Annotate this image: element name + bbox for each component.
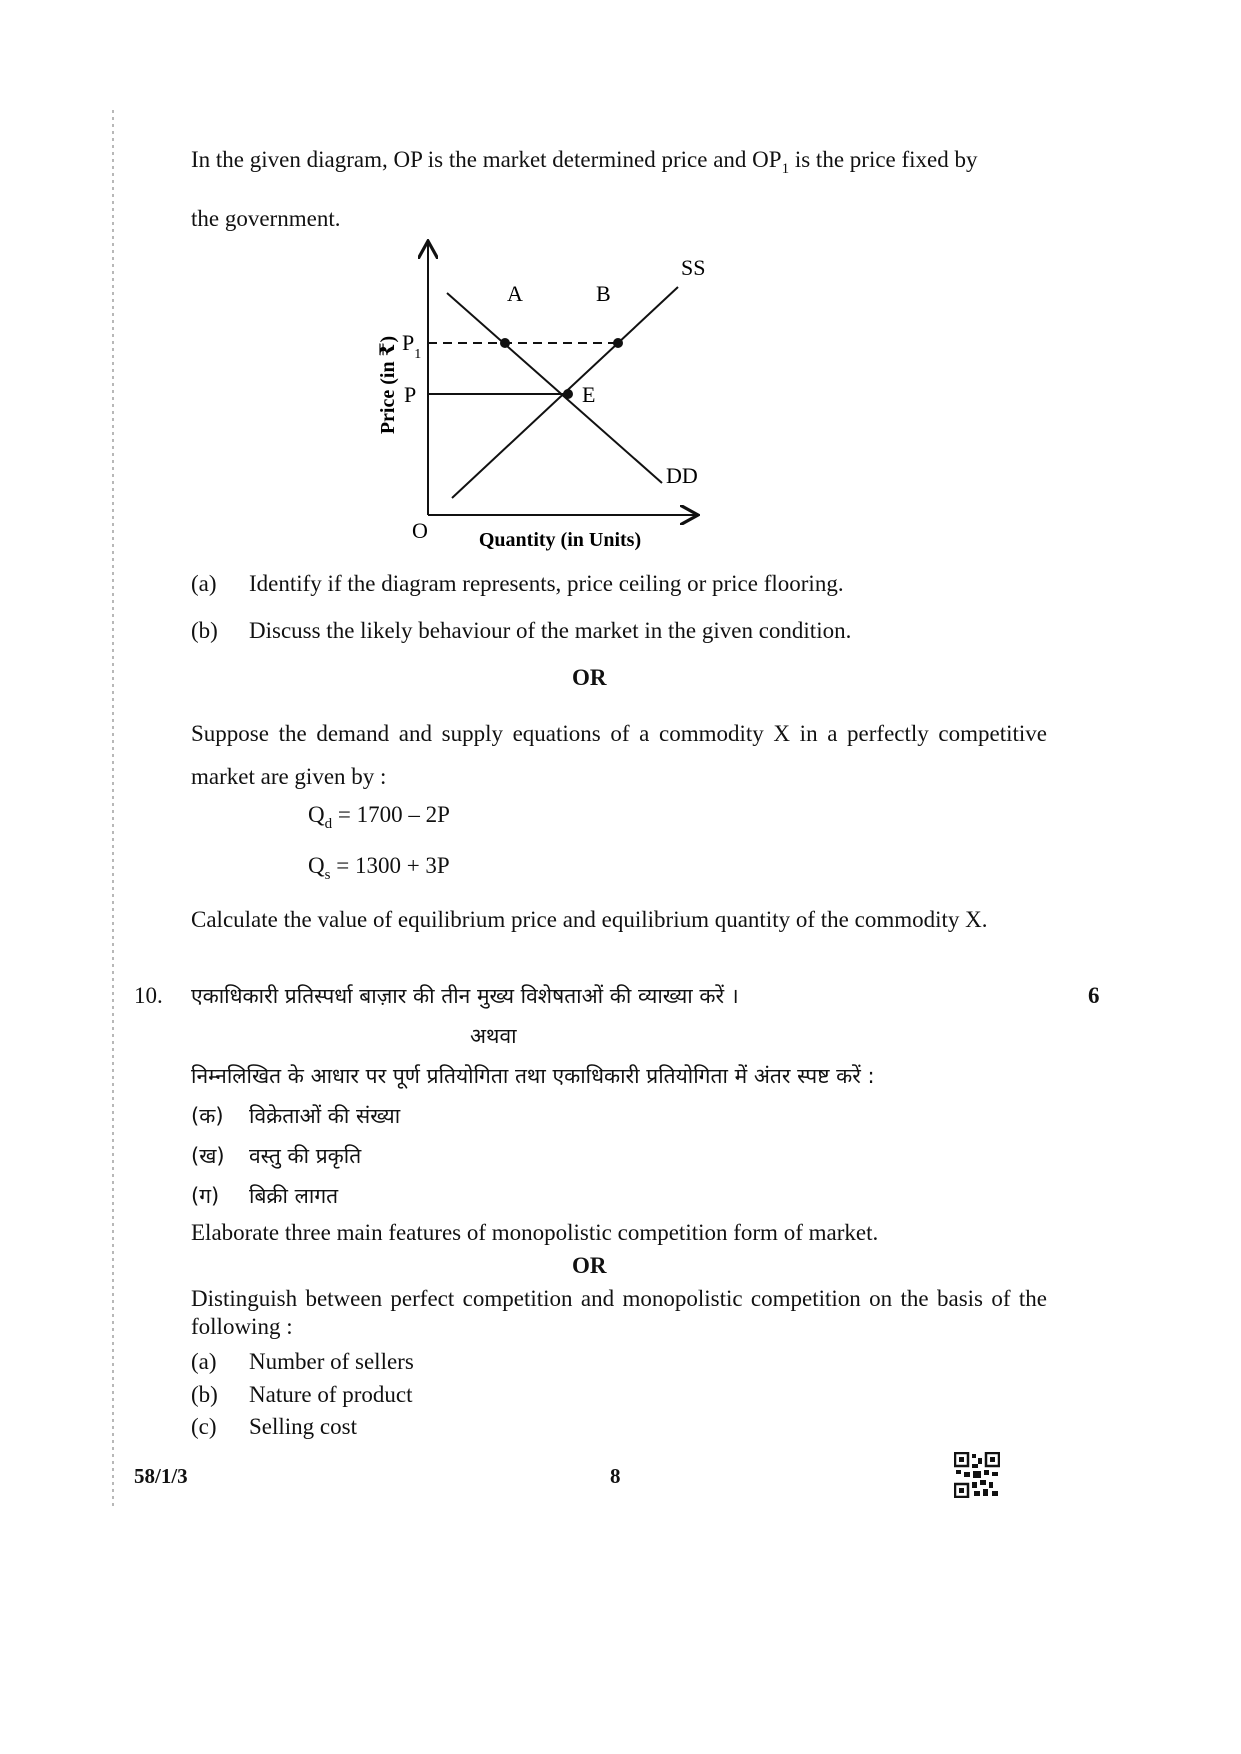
x-axis-label: Quantity (in Units) [478, 529, 642, 551]
p-label: P [404, 382, 417, 407]
page-number: 8 [610, 1464, 621, 1488]
point-b-dot [613, 338, 623, 348]
q10-number: 10. [134, 983, 163, 1008]
origin-label: O [412, 518, 428, 543]
qr-code-icon [954, 1452, 1000, 1498]
q10-english-or: OR [572, 1253, 607, 1278]
price-control-diagram [350, 235, 730, 555]
hindi-item: (ग) बिक्री लागत [191, 1184, 339, 1208]
point-a-label: A [507, 281, 523, 306]
q9-or: OR [572, 665, 607, 690]
intro-line-2: the government. [191, 206, 341, 231]
demand-label: DD [666, 463, 698, 488]
demand-equation: $Q_d = 1700 - 2P$ [308, 802, 450, 832]
point-a-dot [500, 338, 510, 348]
hindi-item: (क) विक्रेताओं की संख्या [191, 1104, 401, 1128]
q10-hindi-main: एकाधिकारी प्रतिस्पर्धा बाज़ार की तीन मुख्य विशेषताओं की व्याख्या करें । [191, 984, 739, 1008]
q10-english-main: Elaborate three main features of monopolistic competition form of market. [191, 1220, 879, 1245]
paper-code: 58/1/3 [134, 1464, 188, 1488]
point-e-label: E [582, 382, 596, 407]
english-item: (b) Nature of product [191, 1382, 413, 1407]
q9-alt-text: Suppose the demand and supply equations of a commodity X in a perfectly competitive market are given by : [191, 721, 1047, 789]
q10-marks: 6 [1088, 983, 1100, 1008]
q9-calc-text: Calculate the value of equilibrium price and equilibrium quantity of the commodity X. [191, 907, 988, 932]
margin-strip [112, 110, 114, 1510]
english-item: (a) Number of sellers [191, 1349, 414, 1374]
p1-label: $P_1$ [402, 330, 422, 362]
supply-equation: $Q_s = 1300 + 3P$ [308, 853, 450, 883]
hindi-item: (ख) वस्तु की प्रकृति [191, 1144, 362, 1168]
point-b-label: B [596, 281, 611, 306]
demand-curve [447, 293, 662, 483]
q9-part-b: (b) Discuss the likely behaviour of the market in the given condition. [191, 618, 852, 643]
supply-label: SS [681, 255, 706, 280]
q9-part-a: (a) Identify if the diagram represents, price ceiling or price flooring. [191, 571, 844, 596]
q10-hindi-alt: निम्नलिखित के आधार पर पूर्ण प्रतियोगिता तथा एकाधिकारी प्रतियोगिता में अंतर स्पष्ट करें : [191, 1064, 875, 1088]
q10-hindi-or: अथवा [470, 1024, 517, 1048]
english-item: (c) Selling cost [191, 1414, 357, 1439]
intro-line-1: In the given diagram, OP is the market determined price and $OP_1$ is the price fixed by [191, 147, 978, 177]
point-e-dot [563, 389, 573, 399]
q10-english-alt: Distinguish between perfect competition and monopolistic competition on the basis of the following : [191, 1286, 1047, 1339]
y-axis-label: Price (in ₹) [377, 335, 399, 435]
